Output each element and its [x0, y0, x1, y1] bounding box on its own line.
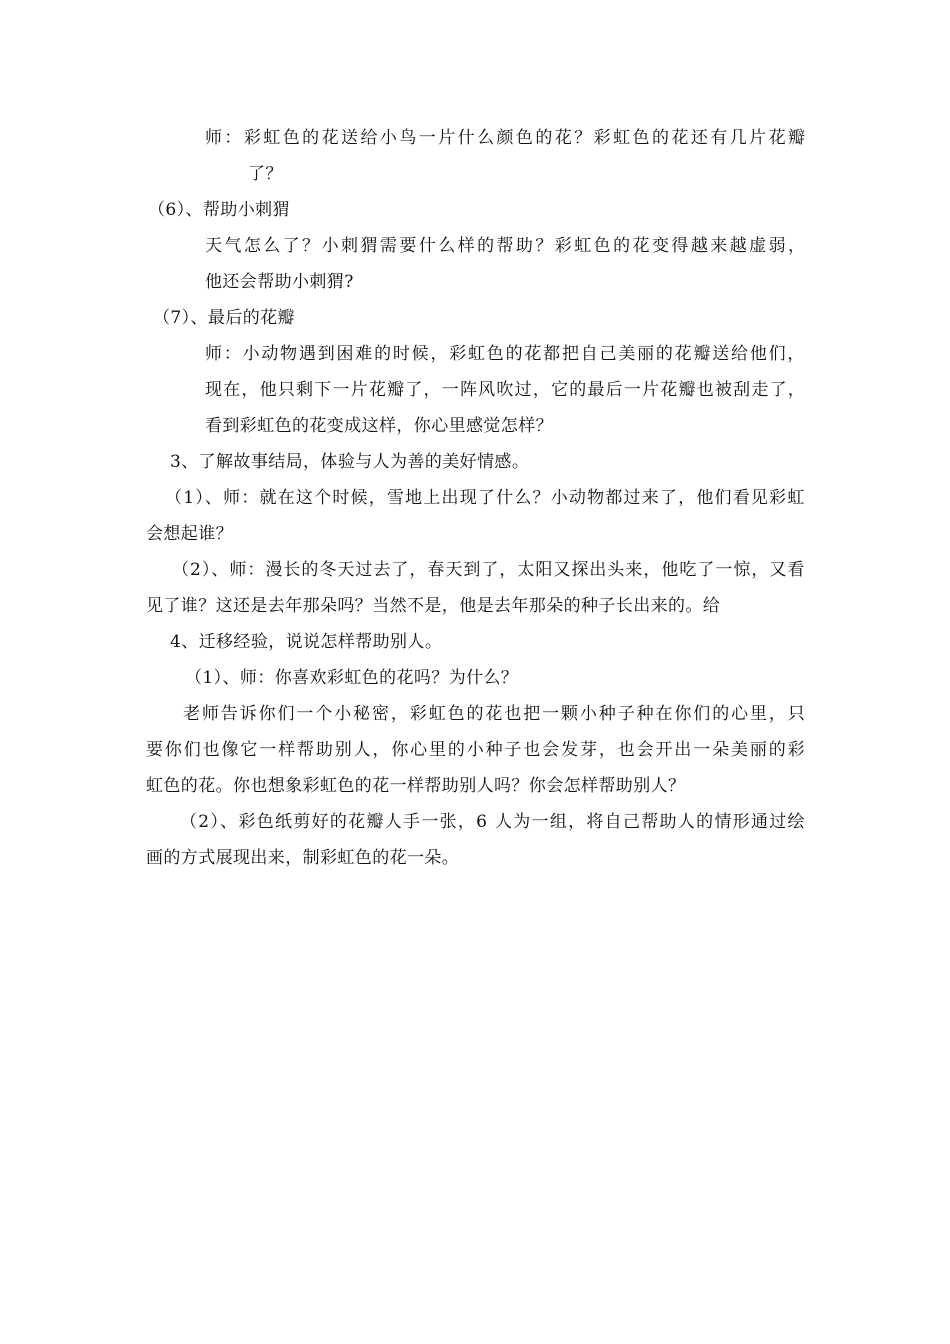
text-line: （2）、彩色纸剪好的花瓣人手一张，6 人为一组，将自己帮助人的情形通过绘: [180, 812, 806, 832]
text-line: 虹色的花。你也想象彩虹色的花一样帮助别人吗？你会怎样帮助别人？: [146, 776, 686, 796]
text-line: （2）、师：漫长的冬天过去了，春天到了，太阳又探出头来，他吃了一惊，又看: [172, 560, 806, 580]
section-heading: （6）、帮助小刺猬: [148, 200, 290, 220]
text-line: 师：彩虹色的花送给小鸟一片什么颜色的花？彩虹色的花还有几片花瓣: [205, 128, 808, 148]
text-line: 现在，他只剩下一片花瓣了，一阵风吹过，它的最后一片花瓣也被刮走了，: [205, 380, 807, 400]
section-heading: 4、迁移经验，说说怎样帮助别人。: [170, 632, 443, 652]
text-line: 画的方式展现出来，制彩虹色的花一朵。: [146, 848, 460, 868]
text-line: 会想起谁？: [146, 524, 233, 544]
section-heading: 3、了解故事结局，体验与人为善的美好情感。: [170, 452, 530, 472]
text-line: 看到彩虹色的花变成这样，你心里感觉怎样？: [205, 416, 553, 436]
text-line: （1）、师：你喜欢彩虹色的花吗？为什么？: [185, 668, 519, 688]
text-line: 了？: [248, 164, 283, 184]
section-heading: （7）、最后的花瓣: [153, 308, 295, 328]
text-line: 老师告诉你们一个小秘密，彩虹色的花也把一颗小种子种在你们的心里，只: [183, 704, 807, 724]
text-line: 要你们也像它一样帮助别人，你心里的小种子也会发芽，也会开出一朵美丽的彩: [146, 740, 807, 760]
text-line: 天气怎么了？小刺猬需要什么样的帮助？彩虹色的花变得越来越虚弱，: [205, 236, 808, 256]
text-line: 见了谁？这还是去年那朵吗？当然不是，他是去年那朵的种子长出来的。给: [146, 596, 721, 616]
text-line: （1）、师：就在这个时候，雪地上出现了什么？小动物都过来了，他们看见彩虹: [165, 488, 806, 508]
text-line: 他还会帮助小刺猬?: [205, 272, 354, 292]
text-line: 师：小动物遇到困难的时候，彩虹色的花都把自己美丽的花瓣送给他们，: [205, 344, 807, 364]
